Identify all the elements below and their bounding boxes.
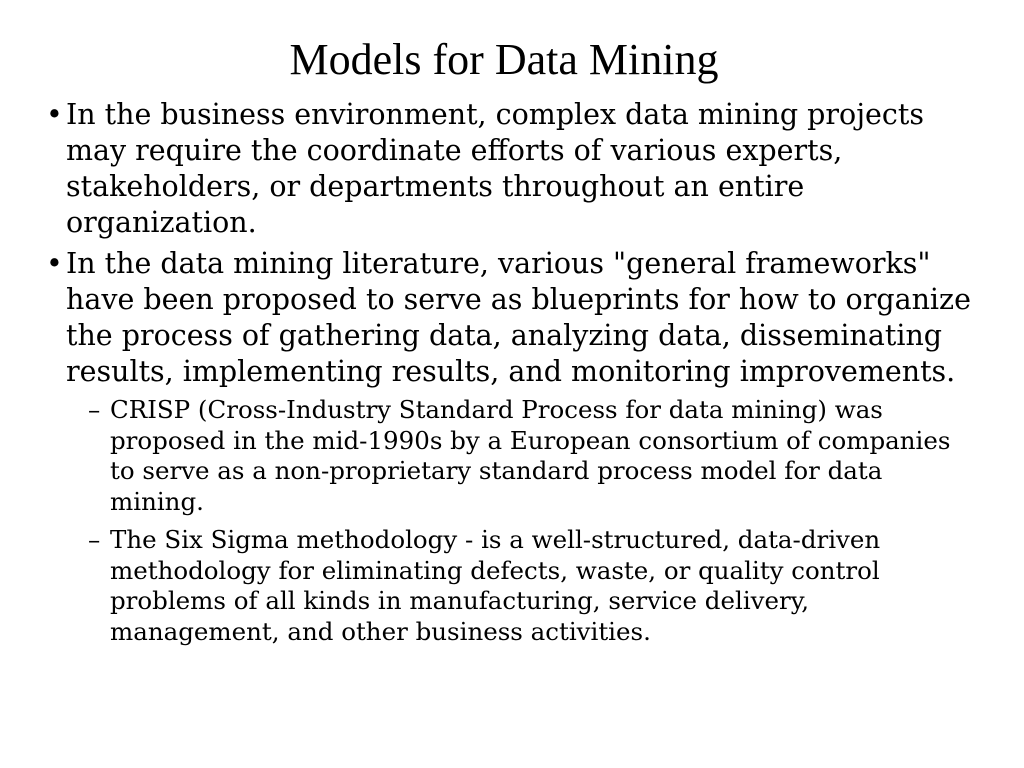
sub-bullet-text: CRISP (Cross-Industry Standard Process for data mining) was proposed in the mid-1990s by a European consortium of companies to serve as a non-proprietary standard process model for data mining. <box>110 395 951 516</box>
bullet-marker: • <box>46 247 63 280</box>
bullet-marker: • <box>46 98 63 131</box>
bullet-item <box>44 246 974 390</box>
slide-title: Models for Data Mining <box>289 35 719 84</box>
sub-bullet-marker: – <box>88 395 101 424</box>
bullet-text: In the business environment, complex data mining projects may require the coordinate efforts of various experts, stakeholders, or departments throughout an entire organization. <box>66 98 924 239</box>
slide-content <box>44 97 974 647</box>
bullet-text: In the data mining literature, various "general frameworks" have been proposed to serve as blueprints for how to organize the process of gathering data, analyzing data, disseminating results, implementing results, and monitoring improvements. <box>66 247 971 388</box>
sub-bullet-item <box>88 395 974 517</box>
bullet-item <box>44 97 974 241</box>
sub-bullet-text: The Six Sigma methodology - is a well-structured, data-driven methodology for eliminating defects, waste, or quality control problems of all kinds in manufacturing, service delivery, management, and other business activities. <box>110 525 881 646</box>
sub-bullet-item <box>88 525 974 647</box>
sub-bullet-marker: – <box>88 525 101 554</box>
